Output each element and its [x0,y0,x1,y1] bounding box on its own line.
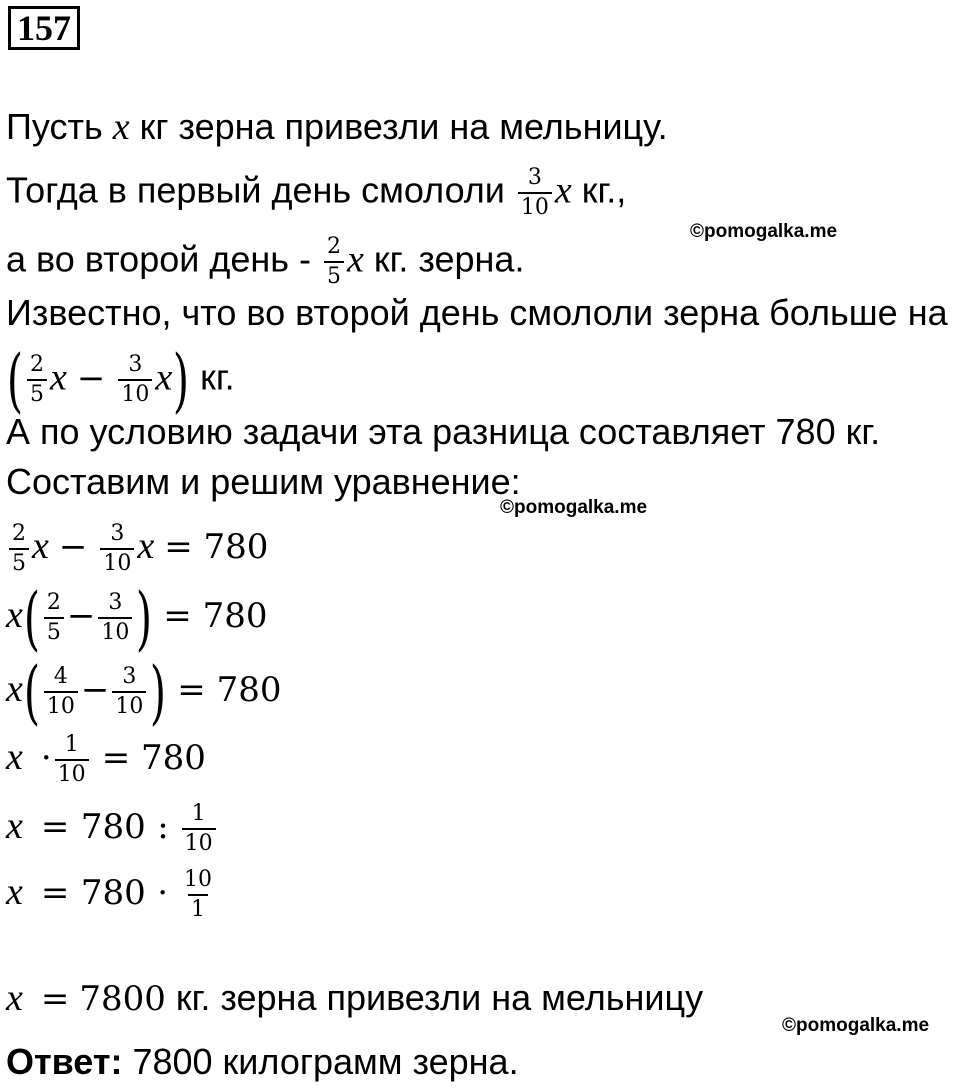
var-x: x [6,668,23,710]
task-number: 157 [8,6,80,50]
minus-sign: − [66,596,96,636]
paren-right: ) [150,651,167,733]
text: кг. зерна. [363,238,525,280]
equation-4 [6,733,206,787]
equals-sign: = [40,807,70,847]
var-x: x [155,356,173,399]
fraction-2-5: $\frac{2}{5}$ [9,522,29,576]
var-x: x [554,169,572,212]
var-x: x [112,106,130,148]
equation-6 [6,868,218,922]
watermark: ©pomogalka.me [690,221,838,242]
var-x: x [347,238,364,281]
var-x: x [137,525,155,567]
equals-sign: = [40,873,70,913]
var-x: x [49,356,67,399]
number-780: 780 [80,873,146,913]
text: кг зерна привезли на мельницу. [129,106,668,147]
equals-780: = 780 [177,670,282,710]
text-line-2 [6,166,626,220]
var-x: x [6,871,23,913]
equals-780: = 780 [163,596,268,636]
fraction-2-5: $\frac{2}{5}$ [324,235,344,289]
answer-line [6,1042,519,1082]
minus-sign: − [80,670,110,710]
text: Тогда в первый день смололи [6,169,515,211]
text: кг. зерна привезли на мельницу [165,977,704,1018]
minus-sign: − [76,358,106,399]
text: а во второй день - [6,238,322,280]
final-result-line [6,978,703,1019]
fraction-1-10: $\frac{1}{10}$ [182,802,216,856]
paren-left: ( [23,651,40,733]
paren-right: ) [136,577,153,659]
equals-780: = 780 [164,527,269,567]
number-780: 780 [80,807,146,847]
var-x: x [6,977,23,1019]
fraction-4-10: $\frac{4}{10}$ [44,665,78,719]
answer-text: 7800 килограмм зерна. [122,1041,519,1082]
text-line-4: Известно, что во второй день смололи зерна больше на [6,292,948,333]
fraction-3-10: $\frac{3}{10}$ [100,522,134,576]
equals-780: = 780 [101,738,206,778]
fraction-1-10: $\frac{1}{10}$ [55,733,89,787]
text: кг., [571,169,627,211]
paren-left: ( [6,339,24,421]
text-line-3 [6,235,524,289]
text: Пусть [6,106,113,147]
fraction-3-10: $\frac{3}{10}$ [112,665,146,719]
equals-sign: = [40,979,70,1019]
fraction-2-5: $\frac{2}{5}$ [27,353,47,407]
colon-sign: : [157,807,169,847]
equation-3 [6,651,282,733]
equation-5 [6,802,219,856]
var-x: x [6,594,23,636]
text: кг. [190,356,235,398]
paren-left: ( [23,577,40,659]
text-line-1 [6,107,668,147]
minus-sign: − [58,527,88,567]
fraction-3-10: $\frac{3}{10}$ [98,591,132,645]
fraction-3-10: $\frac{3}{10}$ [118,353,152,407]
fraction-2-5: $\frac{2}{5}$ [44,591,64,645]
fraction-10-1: $\frac{10}{1}$ [184,867,212,922]
paren-right: ) [173,339,190,421]
fraction-3-10: $\frac{3}{10}$ [518,166,552,220]
var-x: x [32,525,49,567]
watermark: ©pomogalka.me [500,497,648,518]
text-line-7: Составим и решим уравнение: [6,461,521,502]
text-line-6: А по условию задачи эта разница составляет 780 кг. [6,411,881,452]
number-7800: 7800 [79,979,166,1019]
dot-sign: · [157,873,168,913]
dot-sign: · [40,738,52,778]
text-line-5 [6,339,235,421]
watermark: ©pomogalka.me [782,1015,930,1036]
equation-1 [6,522,268,576]
var-x: x [6,805,23,847]
answer-label: Ответ: [6,1041,123,1082]
equation-2 [6,577,268,659]
var-x: x [6,736,23,778]
